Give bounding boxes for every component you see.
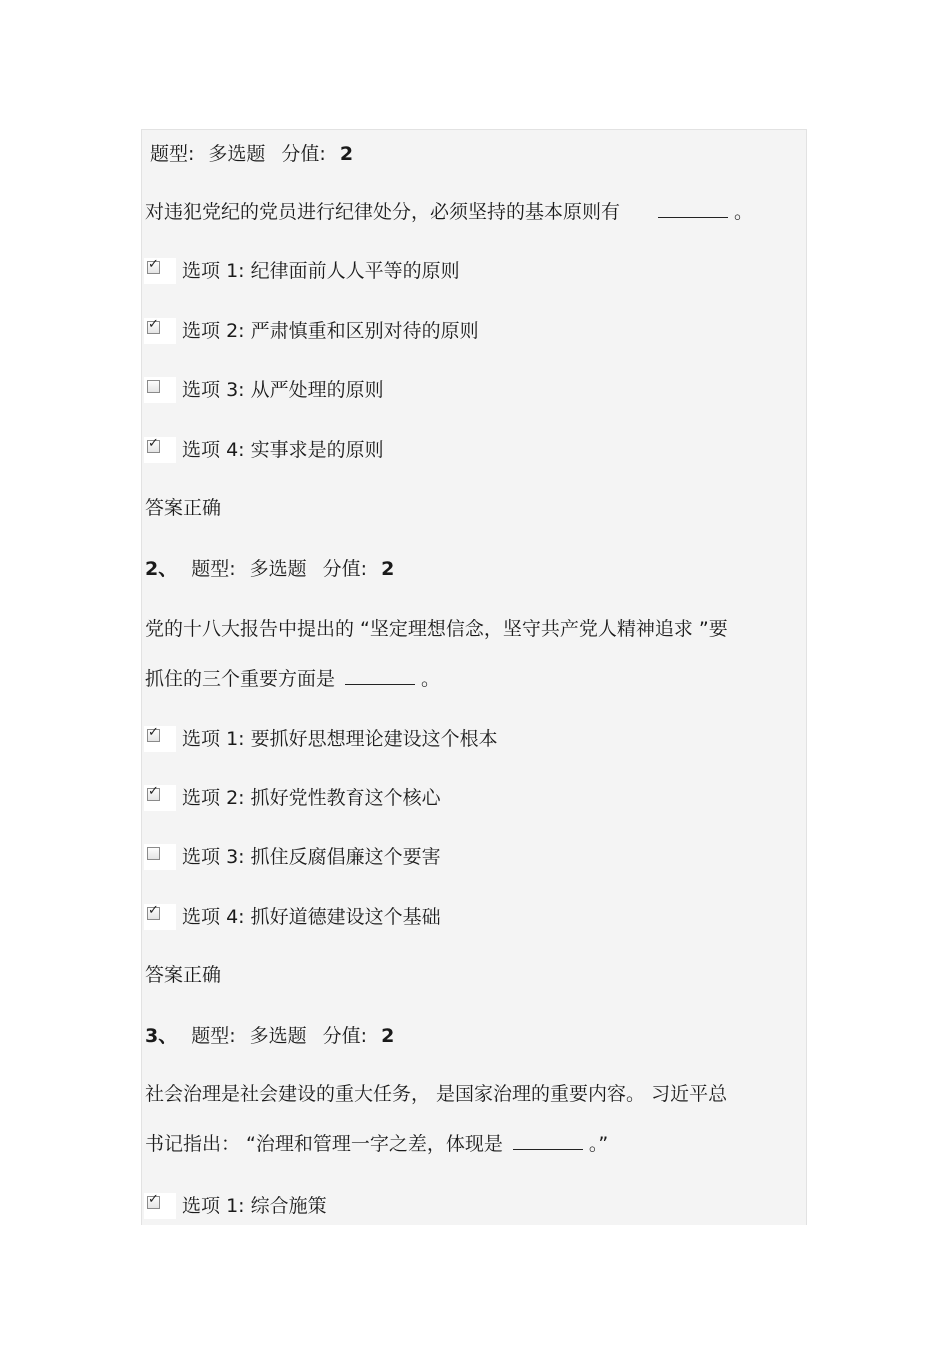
option-checkbox[interactable]: [147, 784, 160, 801]
option-label: 抓住反腐倡廉这个要害: [250, 846, 441, 868]
score-label: 分值:: [281, 143, 326, 165]
score-label: 分值:: [322, 558, 368, 580]
option-label: 要抓好思想理论建设这个根本: [250, 728, 498, 750]
score-value: 2: [381, 558, 395, 580]
type-value: 多选题: [208, 143, 266, 165]
question-3-stem-line-1: 社会治理是社会建设的重大任务， 是国家治理的重要内容。 习近平总: [145, 1083, 728, 1105]
check-icon: ✓: [148, 1192, 159, 1207]
question-3-option-1[interactable]: ✓ 选项 1: 综合施策: [144, 1193, 327, 1219]
type-label: 题型:: [191, 1025, 236, 1047]
type-value: 多选题: [249, 1025, 307, 1047]
option-checkbox[interactable]: [147, 436, 160, 453]
option-checkbox[interactable]: [147, 847, 160, 860]
answer-blank: [658, 201, 728, 218]
question-2-result: 答案正确: [145, 964, 222, 986]
option-checkbox[interactable]: [147, 317, 160, 334]
option-label: 抓好道德建设这个基础: [250, 906, 441, 928]
answer-blank: [345, 668, 415, 685]
type-label: 题型:: [150, 143, 195, 165]
question-2-stem-line-1: 党的十八大报告中提出的 “坚定理想信念，坚守共产党人精神追求 ”要: [145, 618, 728, 640]
question-1-option-1[interactable]: ✓ 选项 1: 纪律面前人人平等的原则: [144, 258, 460, 284]
option-checkbox[interactable]: [147, 725, 160, 742]
question-1-option-2[interactable]: ✓ 选项 2: 严肃慎重和区别对待的原则: [144, 318, 479, 344]
question-2-stem-line-2: 抓住的三个重要方面是 。: [145, 668, 441, 690]
score-value: 2: [339, 143, 354, 165]
option-checkbox[interactable]: [147, 1192, 160, 1209]
type-label: 题型:: [191, 558, 236, 580]
option-label: 实事求是的原则: [250, 439, 384, 461]
score-value: 2: [381, 1025, 395, 1047]
exam-panel: [141, 129, 807, 1225]
question-2-option-4[interactable]: ✓ 选项 4: 抓好道德建设这个基础: [144, 904, 441, 930]
score-label: 分值:: [322, 1025, 368, 1047]
question-1-option-4[interactable]: ✓ 选项 4: 实事求是的原则: [144, 437, 384, 463]
question-1-result: 答案正确: [145, 497, 222, 519]
question-3-meta: [145, 1024, 394, 1048]
answer-blank: [513, 1133, 583, 1150]
question-2-option-2[interactable]: ✓ 选项 2: 抓好党性教育这个核心: [144, 785, 441, 811]
question-2-option-1[interactable]: ✓ 选项 1: 要抓好思想理论建设这个根本: [144, 726, 498, 752]
check-icon: ✓: [148, 784, 159, 799]
option-label: 严肃慎重和区别对待的原则: [250, 320, 479, 342]
option-checkbox[interactable]: [147, 903, 160, 920]
check-icon: ✓: [148, 317, 159, 332]
question-number: 2、: [145, 558, 178, 580]
question-1-option-3[interactable]: 选项 3: 从严处理的原则: [144, 377, 384, 403]
type-value: 多选题: [249, 558, 307, 580]
option-checkbox[interactable]: [147, 380, 160, 393]
question-1-meta: [150, 142, 353, 166]
option-label: 纪律面前人人平等的原则: [250, 260, 460, 282]
option-label: 从严处理的原则: [250, 379, 384, 401]
question-1-stem: 对违犯党纪的党员进行纪律处分，必须坚持的基本原则有 。: [145, 201, 754, 223]
check-icon: ✓: [148, 436, 159, 451]
check-icon: ✓: [148, 257, 159, 272]
question-3-stem-line-2: 书记指出： “治理和管理一字之差，体现是 。”: [145, 1133, 609, 1155]
check-icon: ✓: [148, 903, 159, 918]
option-label: 抓好党性教育这个核心: [250, 787, 441, 809]
question-2-option-3[interactable]: 选项 3: 抓住反腐倡廉这个要害: [144, 844, 441, 870]
option-checkbox[interactable]: [147, 257, 160, 274]
question-number: 3、: [145, 1025, 178, 1047]
question-2-meta: [145, 557, 394, 581]
option-label: 综合施策: [250, 1195, 327, 1217]
check-icon: ✓: [148, 725, 159, 740]
